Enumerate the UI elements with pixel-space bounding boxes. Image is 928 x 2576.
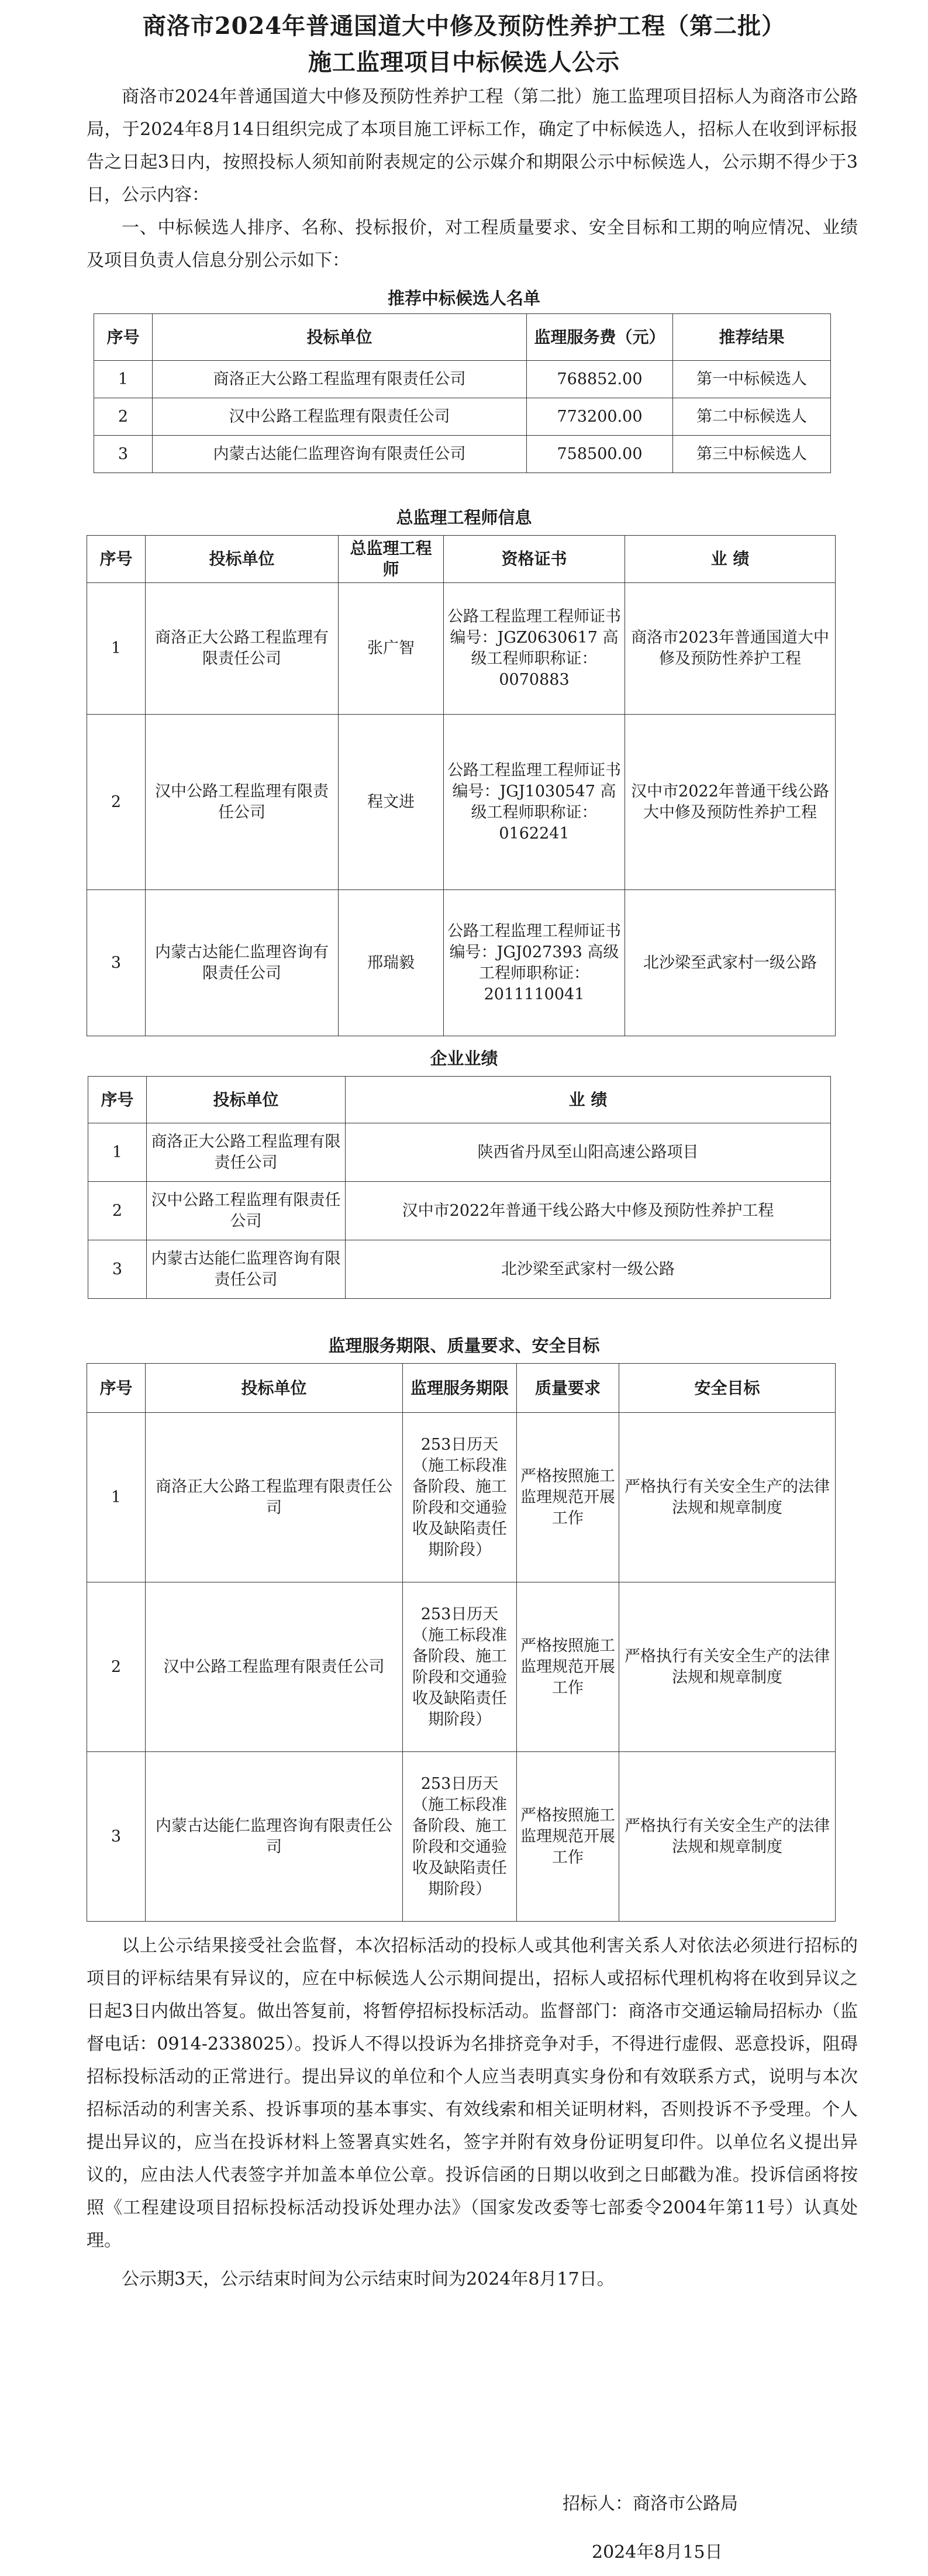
table-cell: 汉中公路工程监理有限责任公司 <box>146 715 339 890</box>
table-cell: 严格按照施工监理规范开展工作 <box>517 1752 619 1922</box>
table-cell: 3 <box>87 1752 146 1922</box>
service-terms-table <box>87 1363 836 1922</box>
candidates-table <box>94 313 831 473</box>
table2-caption: 总监理工程师信息 <box>396 508 532 527</box>
table-cell: 汉中市2022年普通干线公路大中修及预防性养护工程 <box>346 1182 831 1240</box>
table-cell: 商洛正大公路工程监理有限责任公司 <box>146 583 339 715</box>
table-cell: 商洛市2023年普通国道大中修及预防性养护工程 <box>625 583 836 715</box>
table-header-row <box>87 536 836 583</box>
publicity-period-paragraph: 公示期3天，公示结束时间为公示结束时间为2024年8月17日。 <box>122 2269 615 2289</box>
table-cell: 严格执行有关安全生产的法律法规和规章制度 <box>619 1582 836 1752</box>
table-cell: 严格按照施工监理规范开展工作 <box>517 1582 619 1752</box>
chief-engineer-table <box>87 535 836 1036</box>
table-cell: 253日历天（施工标段准备阶段、施工阶段和交通验收及缺陷责任期阶段） <box>403 1413 517 1582</box>
table-cell: 内蒙古达能仁监理咨询有限责任公司 <box>146 890 339 1036</box>
table-cell: 公路工程监理工程师证书编号：JGJ027393 高级工程师职称证：2011110041 <box>444 890 625 1036</box>
table-cell: 汉中公路工程监理有限责任公司 <box>153 398 527 436</box>
table-cell: 汉中公路工程监理有限责任公司 <box>147 1182 346 1240</box>
table-row <box>87 1413 836 1582</box>
table-cell: 公路工程监理工程师证书编号：JGZ0630617 高级工程师职称证：0070883 <box>444 583 625 715</box>
company-performance-table <box>88 1076 831 1299</box>
column-header: 推荐结果 <box>673 314 831 361</box>
table-cell: 3 <box>87 890 146 1036</box>
column-header: 投标单位 <box>146 536 339 583</box>
table-cell: 张广智 <box>339 583 444 715</box>
table-cell: 严格执行有关安全生产的法律法规和规章制度 <box>619 1413 836 1582</box>
table-cell: 253日历天（施工标段准备阶段、施工阶段和交通验收及缺陷责任期阶段） <box>403 1582 517 1752</box>
table-cell: 758500.00 <box>527 436 673 473</box>
table-row <box>94 361 831 398</box>
column-header: 安全目标 <box>619 1364 836 1413</box>
table4-caption: 监理服务期限、质量要求、安全目标 <box>328 1336 600 1356</box>
table-cell: 内蒙古达能仁监理咨询有限责任公司 <box>153 436 527 473</box>
table-row <box>88 1240 831 1299</box>
table-cell: 253日历天（施工标段准备阶段、施工阶段和交通验收及缺陷责任期阶段） <box>403 1752 517 1922</box>
table-row <box>87 890 836 1036</box>
table1-caption: 推荐中标候选人名单 <box>387 288 540 308</box>
table-cell: 程文进 <box>339 715 444 890</box>
column-header: 监理服务期限 <box>403 1364 517 1413</box>
column-header: 投标单位 <box>146 1364 403 1413</box>
table-row <box>88 1182 831 1240</box>
table3-caption: 企业业绩 <box>430 1049 498 1068</box>
table-cell: 北沙梁至武家村一级公路 <box>625 890 836 1036</box>
column-header: 业 绩 <box>625 536 836 583</box>
column-header: 监理服务费（元） <box>527 314 673 361</box>
column-header: 投标单位 <box>147 1077 346 1123</box>
table-header-row <box>87 1364 836 1413</box>
table-cell: 北沙梁至武家村一级公路 <box>346 1240 831 1299</box>
column-header: 投标单位 <box>153 314 527 361</box>
intro-paragraph: 商洛市2024年普通国道大中修及预防性养护工程（第二批）施工监理项目招标人为商洛市公路局，于2024年8月14日组织完成了本项目施工评标工作，确定了中标候选人，招标人在收到评标报告之日起3日内，按照投标人须知前附表规定的公示媒介和期限公示中标候选人，公示期不得少于3日，公示内容： <box>87 87 858 205</box>
table-cell: 商洛正大公路工程监理有限责任公司 <box>147 1123 346 1182</box>
table-cell: 商洛正大公路工程监理有限责任公司 <box>146 1413 403 1582</box>
table-cell: 773200.00 <box>527 398 673 436</box>
table-cell: 2 <box>88 1182 147 1240</box>
table-cell: 1 <box>94 361 153 398</box>
title-line-1: 商洛市2024年普通国道大中修及预防性养护工程（第二批） <box>142 12 786 40</box>
table-cell: 768852.00 <box>527 361 673 398</box>
table-cell: 1 <box>87 583 146 715</box>
table-cell: 2 <box>94 398 153 436</box>
table-cell: 第一中标候选人 <box>673 361 831 398</box>
section-1-paragraph: 一、中标候选人排序、名称、投标报价，对工程质量要求、安全目标和工期的响应情况、业绩及项目负责人信息分别公示如下： <box>87 218 858 271</box>
column-header: 序号 <box>88 1077 147 1123</box>
table-cell: 严格执行有关安全生产的法律法规和规章制度 <box>619 1752 836 1922</box>
table-header-row <box>88 1077 831 1123</box>
column-header: 资格证书 <box>444 536 625 583</box>
table-cell: 商洛正大公路工程监理有限责任公司 <box>153 361 527 398</box>
column-header: 业 绩 <box>346 1077 831 1123</box>
column-header: 序号 <box>94 314 153 361</box>
table-row <box>87 715 836 890</box>
issuer-signature: 招标人：商洛市公路局 <box>563 2494 738 2514</box>
column-header: 质量要求 <box>517 1364 619 1413</box>
table-cell: 3 <box>94 436 153 473</box>
objection-notice-paragraph: 以上公示结果接受社会监督，本次招标活动的投标人或其他利害关系人对依法必须进行招标的项目的评标结果有异议的，应在中标候选人公示期间提出，招标人或招标代理机构将在收到异议之日起3日内做出答复。做出答复前，将暂停招标投标活动。监督部门：商洛市交通运输局招标办（监督电话：0914-2338025）。投诉人不得以投诉为名排挤竞争对手，不得进行虚假、恶意投诉，阻碍招标投标活动的正常进行。提出异议的单位和个人应当表明真实身份和有效联系方式，说明与本次招标活动的利害关系、投诉事项的基本事实、有效线索和相关证明材料，否则投诉不予受理。个人提出异议的，应当在投诉材料上签署真实姓名，签字并附有效身份证明复印件。以单位名义提出异议的，应由法人代表签字并加盖本单位公章。投诉信函的日期以收到之日邮戳为准。投诉信函将按照《工程建设项目招标投标活动投诉处理办法》（国家发改委等七部委令2004年第11号）认真处理。 <box>87 1936 858 2251</box>
table-cell: 内蒙古达能仁监理咨询有限责任公司 <box>147 1240 346 1299</box>
table-header-row <box>94 314 831 361</box>
table-cell: 3 <box>88 1240 147 1299</box>
column-header: 总监理工程师 <box>339 536 444 583</box>
table-row <box>87 1752 836 1922</box>
table-cell: 第二中标候选人 <box>673 398 831 436</box>
table-cell: 汉中市2022年普通干线公路大中修及预防性养护工程 <box>625 715 836 890</box>
table-row <box>88 1123 831 1182</box>
table-cell: 1 <box>87 1413 146 1582</box>
table-cell: 公路工程监理工程师证书编号：JGJ1030547 高级工程师职称证：0162241 <box>444 715 625 890</box>
table-cell: 邢瑞毅 <box>339 890 444 1036</box>
column-header: 序号 <box>87 1364 146 1413</box>
table-row <box>94 398 831 436</box>
table-cell: 第三中标候选人 <box>673 436 831 473</box>
table-cell: 1 <box>88 1123 147 1182</box>
table-cell: 内蒙古达能仁监理咨询有限责任公司 <box>146 1752 403 1922</box>
table-row <box>87 1582 836 1752</box>
table-cell: 汉中公路工程监理有限责任公司 <box>146 1582 403 1752</box>
table-cell: 2 <box>87 715 146 890</box>
table-cell: 2 <box>87 1582 146 1752</box>
table-cell: 严格按照施工监理规范开展工作 <box>517 1413 619 1582</box>
issue-date: 2024年8月15日 <box>592 2542 723 2563</box>
table-row <box>94 436 831 473</box>
table-row <box>87 583 836 715</box>
title-line-2: 施工监理项目中标候选人公示 <box>308 49 620 76</box>
table-cell: 陕西省丹凤至山阳高速公路项目 <box>346 1123 831 1182</box>
column-header: 序号 <box>87 536 146 583</box>
